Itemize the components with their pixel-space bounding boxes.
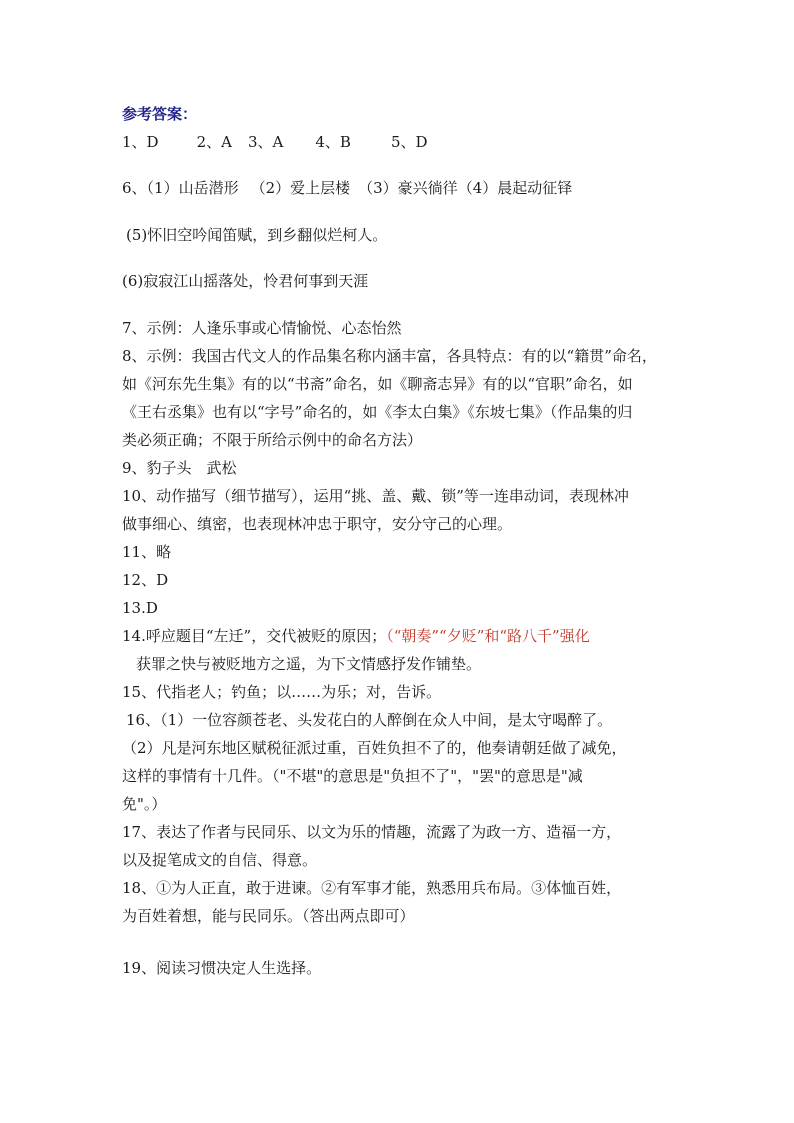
answer-14-lead: 14.呼应题目“左迁”，交代被贬的原因；	[122, 627, 387, 645]
answer-heading: 参考答案：	[122, 105, 198, 123]
answer-18-line2: 为百姓着想，能与民同乐。（答出两点即可）	[122, 907, 415, 925]
answer-17-line1: 17、表达了作者与民同乐、以文为乐的情趣，流露了为政一方、造福一方，	[122, 823, 622, 841]
answer-16-line2: （2）凡是河东地区赋税征派过重，百姓负担不了的，他奏请朝廷做了减免，	[122, 739, 627, 757]
answer-3: 3、A	[247, 133, 284, 151]
answer-12: 12、D	[122, 571, 169, 589]
answer-6-part2: （2）爱上层楼	[250, 179, 351, 197]
answer-14-highlight: （“朝奏”“夕贬”和“路八千”强化	[386, 627, 590, 645]
answer-16-line3: 这样的事情有十几件。（"不堪"的意思是"负担不了"，"罢"的意思是"减	[122, 767, 583, 785]
answer-6-line1	[122, 177, 572, 199]
answer-6-line6: (6)寂寂江山摇落处，怜君何事到天涯	[122, 272, 369, 290]
answer-10-line2: 做事细心、缜密，也表现林冲忠于职守，安分守己的心理。	[122, 515, 513, 533]
answer-1: 1、D	[122, 133, 159, 151]
answer-16-line1: 16、（1）一位容颜苍老、头发花白的人醉倒在众人中间，是太守喝醉了。	[126, 711, 613, 729]
answer-14-line2: 获罪之快与被贬地方之遥，为下文情感抒发作铺垫。	[136, 655, 482, 673]
answer-7: 7、示例：人逢乐事或心情愉悦、心态怡然	[122, 319, 402, 337]
answer-14-line1	[122, 625, 590, 647]
answer-10-line1: 10、动作描写（细节描写），运用“挑、盖、戴、锁”等一连串动词，表现林冲	[122, 487, 629, 505]
answer-18-line1: 18、①为人正直，敢于进谏。②有军事才能，熟悉用兵布局。③体恤百姓，	[122, 879, 622, 897]
answer-11: 11、略	[122, 543, 172, 561]
answer-5: 5、D	[390, 133, 428, 151]
answer-6-part3: （3）豪兴徜徉	[358, 179, 458, 197]
answer-2: 2、A	[196, 133, 232, 151]
answer-9: 9、豹子头 武松	[122, 459, 237, 477]
answer-15: 15、代指老人；钓鱼；以……为乐；对，告诉。	[122, 683, 442, 701]
answer-19: 19、阅读习惯决定人生选择。	[122, 959, 322, 977]
answer-17-line2: 以及捉笔成文的自信、得意。	[122, 851, 318, 869]
answer-13: 13.D	[122, 599, 158, 617]
answer-16-line4: 免"。）	[122, 795, 167, 813]
answer-8-line1: 8、示例：我国古代文人的作品集名称内涵丰富，各具特点：有的以“籍贯”命名，	[122, 347, 657, 365]
answer-6-line5: (5)怀旧空吟闻笛赋，到乡翻似烂柯人。	[126, 226, 388, 244]
answer-4: 4、B	[315, 133, 351, 151]
answer-8-line2: 如《河东先生集》有的以“书斋”命名，如《聊斋志异》有的以“官职”命名，如	[122, 375, 633, 393]
answer-6-part4: （4）晨起动征铎	[457, 179, 573, 197]
answer-8-line3: 《王右丞集》也有以“字号”命名的，如《李太白集》《东坡七集》（作品集的归	[122, 403, 633, 421]
answer-8-line4: 类必须正确；不限于所给示例中的命名方法）	[122, 431, 423, 449]
answers-1-5	[122, 131, 428, 153]
answer-6-part1: 6、（1）山岳潜形	[122, 179, 239, 197]
